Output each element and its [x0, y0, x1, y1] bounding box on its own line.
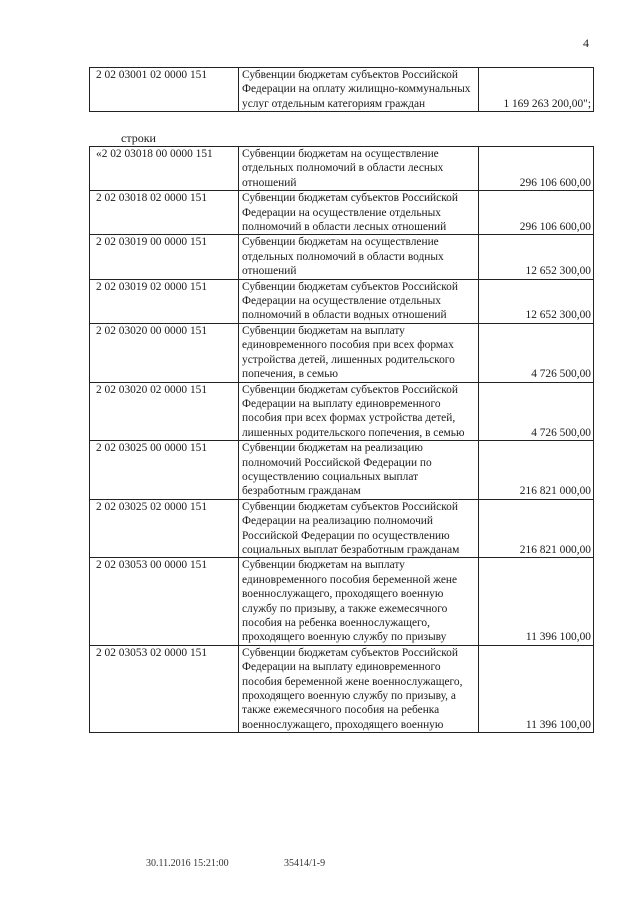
- row-description: Субвенции бюджетам на реализацию полномочий Российской Федерации по осуществлению социальных выплат безработным гражданам: [239, 441, 479, 500]
- row-amount: 1 169 263 200,00";: [479, 68, 594, 112]
- row-code: 2 02 03019 02 0000 151: [90, 279, 239, 323]
- row-description: Субвенции бюджетам субъектов Российской Федерации на реализацию полномочий Российской Федерации по осуществлению социальных выплат безработным гражданам: [239, 499, 479, 558]
- row-amount: 216 821 000,00: [479, 499, 594, 558]
- row-code: 2 02 03019 00 0000 151: [90, 235, 239, 279]
- table-row: [90, 382, 594, 441]
- row-description: Субвенции бюджетам субъектов Российской Федерации на осуществление отдельных полномочий в области лесных отношений: [239, 191, 479, 235]
- row-amount: 11 396 100,00: [479, 558, 594, 645]
- row-description: Субвенции бюджетам на выплату единовременного пособия при всех формах устройства детей, лишенных родительского попечения, в семью: [239, 323, 479, 382]
- table-row: [90, 191, 594, 235]
- table-row: [90, 645, 594, 732]
- row-amount: 216 821 000,00: [479, 441, 594, 500]
- row-description: Субвенции бюджетам субъектов Российской Федерации на выплату единовременного пособия беременной жене военнослужащего, проходящего военную службу по призыву, а также ежемесячного пособия на ребенка военнослужащего, проходящего военную: [239, 645, 479, 732]
- row-amount: 296 106 600,00: [479, 191, 594, 235]
- budget-table: [89, 146, 594, 733]
- table-row: [90, 279, 594, 323]
- page-number: 4: [583, 36, 589, 50]
- row-code: 2 02 03053 02 0000 151: [90, 645, 239, 732]
- first-row-table: [89, 67, 594, 112]
- row-code: 2 02 03025 00 0000 151: [90, 441, 239, 500]
- row-code: 2 02 03001 02 0000 151: [90, 68, 239, 112]
- row-code: 2 02 03020 00 0000 151: [90, 323, 239, 382]
- row-description: Субвенции бюджетам субъектов Российской Федерации на выплату единовременного пособия при всех формах устройства детей, лишенных родительского попечения, в семью: [239, 382, 479, 441]
- row-amount: 12 652 300,00: [479, 279, 594, 323]
- table-row: [90, 558, 594, 645]
- footer-timestamp: 30.11.2016 15:21:00: [146, 858, 229, 869]
- section-label: строки: [121, 131, 156, 145]
- row-code: 2 02 03025 02 0000 151: [90, 499, 239, 558]
- table-row: [90, 235, 594, 279]
- row-code: 2 02 03053 00 0000 151: [90, 558, 239, 645]
- row-amount: 296 106 600,00: [479, 147, 594, 191]
- table-row: [90, 68, 594, 112]
- table-row: [90, 441, 594, 500]
- row-code: «2 02 03018 00 0000 151: [90, 147, 239, 191]
- table-row: [90, 499, 594, 558]
- footer-doc-id: 35414/1-9: [284, 858, 326, 869]
- row-code: 2 02 03020 02 0000 151: [90, 382, 239, 441]
- row-amount: 4 726 500,00: [479, 382, 594, 441]
- row-description: Субвенции бюджетам субъектов Российской Федерации на оплату жилищно-коммунальных услуг отдельным категориям граждан: [239, 68, 479, 112]
- row-description: Субвенции бюджетам субъектов Российской Федерации на осуществление отдельных полномочий в области водных отношений: [239, 279, 479, 323]
- row-description: Субвенции бюджетам на выплату единовременного пособия беременной жене военнослужащего, проходящего военную службу по призыву, а также ежемесячного пособия на ребенка военнослужащего, проходящего военную службу по призыву: [239, 558, 479, 645]
- table-row: [90, 147, 594, 191]
- row-amount: 11 396 100,00: [479, 645, 594, 732]
- table-row: [90, 323, 594, 382]
- row-amount: 12 652 300,00: [479, 235, 594, 279]
- row-code: 2 02 03018 02 0000 151: [90, 191, 239, 235]
- row-description: Субвенции бюджетам на осуществление отдельных полномочий в области лесных отношений: [239, 147, 479, 191]
- row-amount: 4 726 500,00: [479, 323, 594, 382]
- row-description: Субвенции бюджетам на осуществление отдельных полномочий в области водных отношений: [239, 235, 479, 279]
